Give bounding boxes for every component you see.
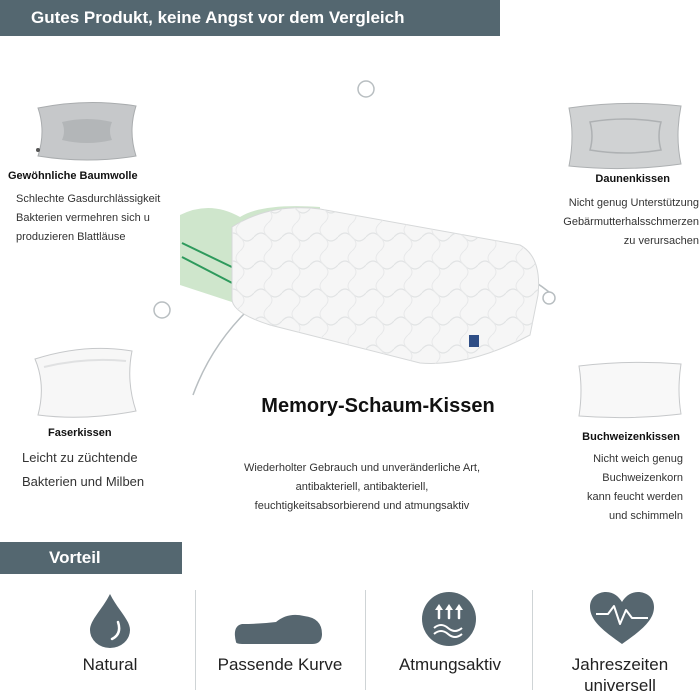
description-line: feuchtigkeitsabsorbierend und atmungsaktiv <box>254 500 470 512</box>
description-line: Gebärmutterhalsschmerzen <box>563 216 699 228</box>
description-line: Bakterien vermehren sich u <box>16 212 150 224</box>
down-pillow-image <box>565 100 685 172</box>
description-line: Schlechte Gasdurchlässigkeit <box>16 193 161 205</box>
advantage-natural-label: Natural <box>82 655 138 674</box>
memory-foam-pillow-image <box>170 195 545 370</box>
description-line: und schimmeln <box>609 510 683 522</box>
description-line: Bakterien und Milben <box>22 474 145 489</box>
arc-dot <box>154 302 170 318</box>
cotton-pillow-image <box>32 100 142 162</box>
fiber-pillow-image <box>30 345 140 420</box>
breathable-arrows-icon <box>420 590 478 648</box>
divider <box>532 590 533 690</box>
cotton-label: Gewöhnliche Baumwolle <box>8 170 138 182</box>
advantage-season-label <box>540 654 700 696</box>
description-line: Nicht genug Unterstützung <box>568 197 699 209</box>
description-line: kann feucht werden <box>586 491 683 503</box>
label-line: universell <box>584 676 656 695</box>
arc-dot <box>358 81 374 97</box>
buckwheat-pillow-image <box>575 360 685 420</box>
label-line: Jahreszeiten <box>571 655 669 674</box>
divider <box>365 590 366 690</box>
description-line: Buchweizenkorn <box>602 472 683 484</box>
product-title: Memory-Schaum-Kissen <box>261 395 495 417</box>
divider <box>195 590 196 690</box>
product-description <box>190 459 534 516</box>
description-line: Leicht zu züchtende <box>22 450 138 465</box>
cotton-description <box>16 190 160 247</box>
advantages-banner: Vorteil <box>0 542 182 574</box>
heart-pulse-icon <box>588 590 656 646</box>
description-line: antibakteriell, antibakteriell, <box>295 481 429 493</box>
buckwheat-description <box>530 450 683 526</box>
down-label: Daunenkissen <box>595 173 670 185</box>
description-line: Wiederholter Gebrauch und unveränderliche Art, <box>243 462 481 474</box>
pillow-tag <box>469 335 479 347</box>
water-drop-icon <box>88 592 132 648</box>
pillow-curve-icon <box>230 612 330 648</box>
description-line: Nicht weich genug <box>593 453 683 465</box>
advantage-curve-label: Passende Kurve <box>217 655 343 674</box>
advantage-breathable-label: Atmungsaktiv <box>398 655 502 674</box>
description-line: zu verursachen <box>623 235 699 247</box>
header-banner: Gutes Produkt, keine Angst vor dem Vergleich <box>0 0 500 36</box>
buckwheat-label: Buchweizenkissen <box>582 431 680 443</box>
fiber-description <box>22 446 144 494</box>
description-line: produzieren Blattläuse <box>16 231 126 243</box>
fiber-label: Faserkissen <box>48 427 112 439</box>
